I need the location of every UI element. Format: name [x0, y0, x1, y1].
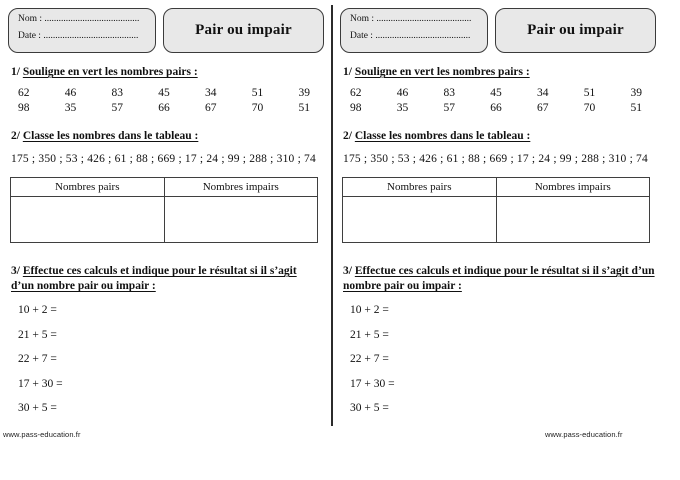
odd-numbers-cell [496, 197, 650, 243]
date-label: Date : ........................................ [18, 31, 139, 41]
table-body-row [11, 197, 318, 243]
number: 66 [158, 102, 170, 114]
table-header-row [343, 178, 650, 197]
exercise1-heading [11, 66, 324, 78]
exercise3-heading-line1 [343, 264, 656, 279]
exercise2-number: 2/ [343, 130, 352, 142]
name-label: Nom : ........................................ [350, 14, 472, 24]
calculation-line: 30 + 5 = [18, 402, 57, 414]
header-row [340, 8, 656, 53]
table-body-row [343, 197, 650, 243]
number: 57 [111, 102, 123, 114]
numbers-to-sort: 175 ; 350 ; 53 ; 426 ; 61 ; 88 ; 669 ; 17 ; 24 ; 99 ; 288 ; 310 ; 74 [343, 153, 648, 165]
exercise3-instruction-line1: Effectue ces calculs et indique pour le résultat si il s’agit d’un [354, 265, 655, 277]
number: 57 [443, 102, 455, 114]
number: 62 [18, 87, 30, 99]
number: 66 [490, 102, 502, 114]
exercise1-heading [343, 66, 656, 78]
even-numbers-cell [11, 197, 165, 243]
calculation-line: 21 + 5 = [18, 328, 57, 341]
exercise3-instruction-line1: Effectue ces calculs et indique pour le résultat si il s’agit [22, 265, 297, 277]
calculation-line: 22 + 7 = [350, 353, 389, 365]
name-date-box [8, 8, 156, 53]
number: 83 [111, 87, 123, 99]
number: 51 [583, 87, 596, 99]
table-header-row [11, 178, 318, 197]
page-title: Pair ou impair [195, 22, 292, 38]
exercise3-instruction-line2: nombre pair ou impair : [343, 280, 462, 292]
number: 98 [18, 102, 30, 114]
numbers-to-sort: 175 ; 350 ; 53 ; 426 ; 61 ; 88 ; 669 ; 17 ; 24 ; 99 ; 288 ; 310 ; 74 [11, 153, 316, 165]
number: 51 [630, 102, 642, 114]
exercise2-heading [11, 130, 324, 142]
exercise3-heading-line1 [11, 264, 324, 279]
even-numbers-cell [343, 197, 497, 243]
exercise2-instruction: Classe les nombres dans le tableau : [354, 130, 531, 142]
website-url: www.pass-education.fr [3, 430, 81, 439]
number: 70 [583, 102, 596, 114]
number: 34 [537, 87, 549, 99]
exercise2-heading [343, 130, 656, 142]
number: 45 [490, 87, 502, 99]
number: 46 [64, 87, 77, 99]
number: 67 [205, 102, 217, 114]
number: 62 [350, 87, 362, 99]
calculation-line: 17 + 30 = [350, 377, 395, 390]
exercise3-number: 3/ [343, 265, 352, 277]
number: 83 [443, 87, 455, 99]
column-header-even: Nombres pairs [343, 178, 497, 197]
header-row [8, 8, 324, 53]
number: 51 [251, 87, 264, 99]
number: 39 [298, 87, 310, 99]
exercise1-number: 1/ [11, 66, 20, 78]
numbers-row [18, 102, 310, 114]
column-header-odd: Nombres impairs [496, 178, 650, 197]
column-divider [331, 5, 333, 426]
worksheet-copy-right [340, 8, 656, 414]
exercise3-instruction-line2: d’un nombre pair ou impair : [11, 280, 156, 292]
calculation-line: 10 + 2 = [18, 304, 57, 316]
exercise3-heading [11, 264, 324, 294]
number: 51 [298, 102, 310, 114]
exercise3-heading [343, 264, 656, 294]
exercise1-instruction: Souligne en vert les nombres pairs : [22, 66, 198, 78]
date-label: Date : ........................................ [350, 31, 471, 41]
calculation-line: 30 + 5 = [350, 402, 389, 414]
sorting-table [342, 177, 650, 243]
exercise1-number: 1/ [343, 66, 352, 78]
worksheet-copy-left [8, 8, 324, 414]
name-date-box [340, 8, 488, 53]
calculation-line: 10 + 2 = [350, 304, 389, 316]
exercise3-number: 3/ [11, 265, 20, 277]
calculation-line: 21 + 5 = [350, 328, 389, 341]
calculation-line: 17 + 30 = [18, 377, 63, 390]
exercise3-heading-line2 [11, 279, 324, 294]
numbers-row [18, 87, 310, 99]
numbers-row [350, 102, 642, 114]
column-header-odd: Nombres impairs [164, 178, 318, 197]
sorting-table [10, 177, 318, 243]
calculation-line: 22 + 7 = [18, 353, 57, 365]
number: 35 [396, 102, 409, 114]
column-header-even: Nombres pairs [11, 178, 165, 197]
exercise3-heading-line2 [343, 279, 656, 294]
title-box [495, 8, 656, 53]
exercise2-number: 2/ [11, 130, 20, 142]
number: 98 [350, 102, 362, 114]
number: 39 [630, 87, 642, 99]
number: 46 [396, 87, 409, 99]
number: 34 [205, 87, 217, 99]
odd-numbers-cell [164, 197, 318, 243]
number: 70 [251, 102, 264, 114]
number: 45 [158, 87, 170, 99]
page-title: Pair ou impair [527, 22, 624, 38]
website-url: www.pass-education.fr [545, 430, 623, 439]
exercise2-instruction: Classe les nombres dans le tableau : [22, 130, 199, 142]
number: 67 [537, 102, 549, 114]
name-label: Nom : ........................................ [18, 14, 140, 24]
number: 35 [64, 102, 77, 114]
numbers-row [350, 87, 642, 99]
exercise1-instruction: Souligne en vert les nombres pairs : [354, 66, 530, 78]
title-box [163, 8, 324, 53]
